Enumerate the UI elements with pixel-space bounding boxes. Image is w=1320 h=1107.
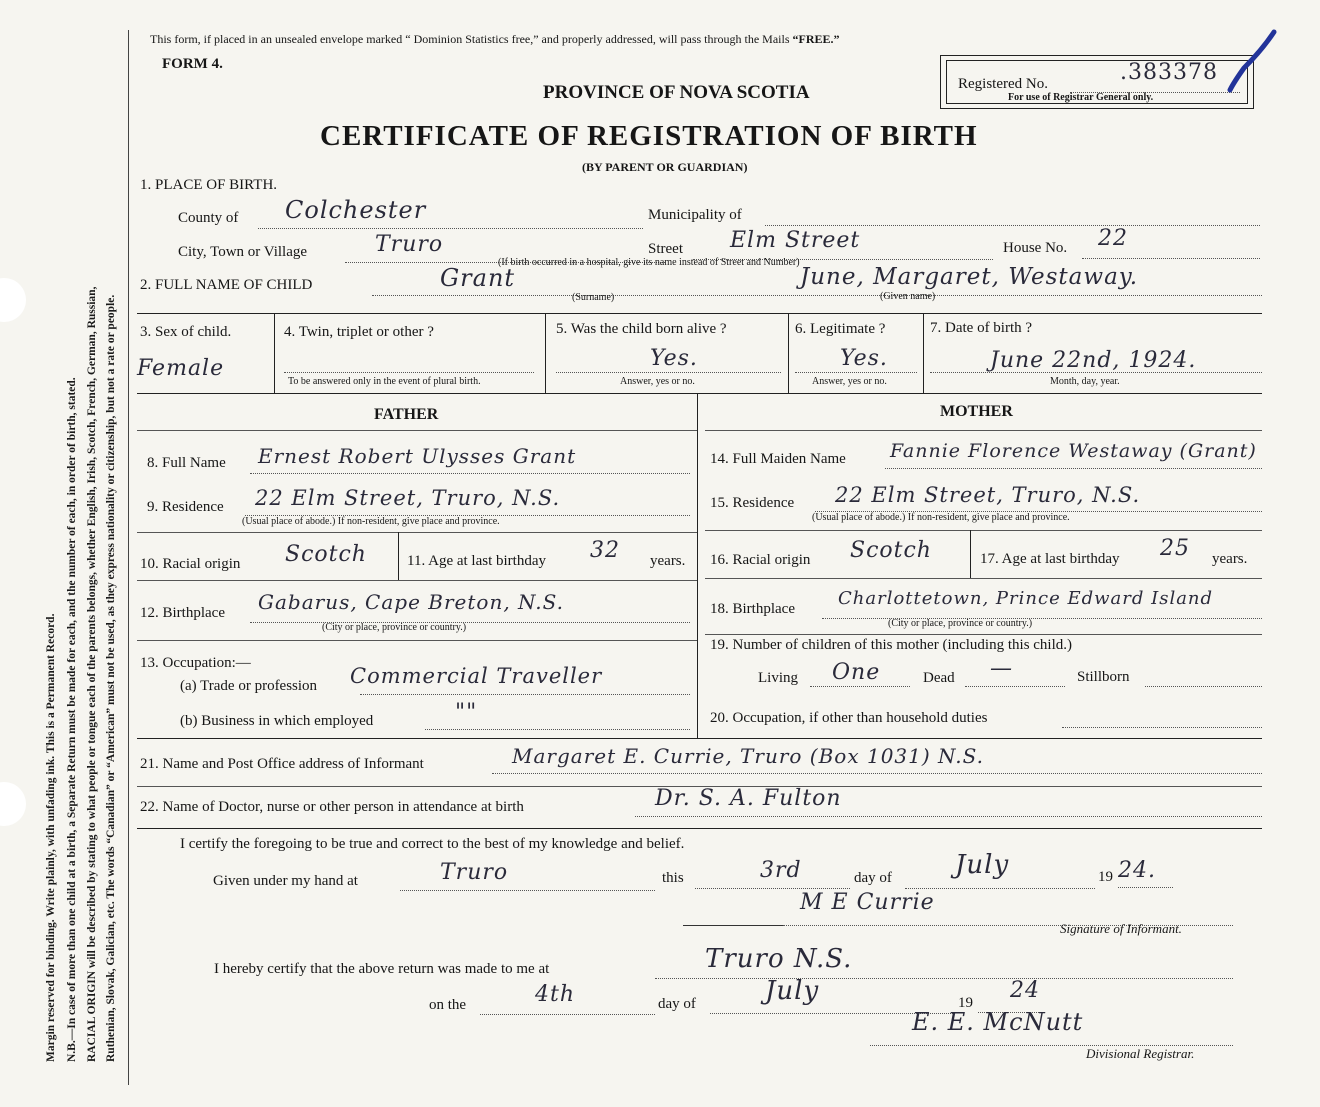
father-birthplace-line xyxy=(250,622,690,623)
mother-years: years. xyxy=(1212,551,1248,567)
father-name-line xyxy=(250,473,690,474)
given-label: Given under my hand at xyxy=(213,873,358,889)
municipality-line xyxy=(765,225,1260,226)
registrar-signature-caption: Divisional Registrar. xyxy=(1086,1046,1195,1061)
father-birthplace-note: (City or place, province or country.) xyxy=(322,622,467,633)
father-name-value: Ernest Robert Ulysses Grant xyxy=(258,444,577,468)
sex-label: 3. Sex of child. xyxy=(140,324,232,340)
informant-value: Margaret E. Currie, Truro (Box 1031) N.S. xyxy=(512,744,984,768)
father-rule xyxy=(137,430,697,431)
doctor-value: Dr. S. A. Fulton xyxy=(655,786,842,811)
trade-line xyxy=(360,694,690,695)
registrar-year-prefix: 19 xyxy=(958,995,973,1011)
punch-hole-bottom xyxy=(0,782,26,826)
father-name-label: 8. Full Name xyxy=(147,455,226,471)
county-label: County of xyxy=(178,210,239,226)
trade-label: (a) Trade or profession xyxy=(180,678,318,694)
city-value: Truro xyxy=(375,232,444,257)
month-line xyxy=(905,888,1095,889)
given-day: 3rd xyxy=(760,858,802,883)
doctor-label: 22. Name of Doctor, nurse or other person in attendance at birth xyxy=(140,799,524,815)
father-age-divider xyxy=(398,532,399,580)
mother-occupation-label: 20. Occupation, if other than household duties xyxy=(710,710,988,726)
year-line xyxy=(1118,887,1173,888)
house-label: House No. xyxy=(1003,240,1068,256)
mother-name-label: 14. Full Maiden Name xyxy=(710,451,846,467)
living-line xyxy=(810,686,910,687)
mother-residence-note: (Usual place of abode.) If non-resident, give place and province. xyxy=(812,512,1070,523)
child-given-name: June, Margaret, Westaway. xyxy=(800,264,1139,290)
father-birthplace-label: 12. Birthplace xyxy=(140,605,225,621)
registrar-place: Truro N.S. xyxy=(705,944,853,974)
registrar-day-of-label: day of xyxy=(658,996,696,1012)
surname-caption: (Surname) xyxy=(572,292,615,303)
signature-short-rule xyxy=(683,925,783,926)
margin-note-4: Ruthenian, Slovak, Galician, etc. The words “Canadian” or “American” must not be used, as they express nationality or citizenship, but not a rate or people. xyxy=(105,294,117,1062)
registrar-note: For use of Registrar General only. xyxy=(1008,92,1154,103)
given-year: 24. xyxy=(1118,858,1156,883)
doctor-rule xyxy=(137,828,1262,829)
mother-age-label: 17. Age at last birthday xyxy=(980,551,1120,567)
alive-note: Answer, yes or no. xyxy=(620,376,695,387)
mother-birthplace-note: (City or place, province or country.) xyxy=(888,618,1033,629)
father-racial-value: Scotch xyxy=(285,542,367,567)
mother-residence-value: 22 Elm Street, Truro, N.S. xyxy=(835,483,1141,507)
divider-3 xyxy=(788,313,789,393)
father-racial-label: 10. Racial origin xyxy=(140,556,241,572)
stillborn-line xyxy=(1145,686,1262,687)
mother-name-value: Fannie Florence Westaway (Grant) xyxy=(890,440,1257,462)
row-bottom-rule xyxy=(137,393,1262,394)
dob-value: June 22nd, 1924. xyxy=(990,348,1197,373)
alive-value: Yes. xyxy=(650,346,698,371)
house-value: 22 xyxy=(1098,226,1128,251)
margin-note-3: RACIAL ORIGIN will be described by stating to what people or tongue each of the parents belongs, whether English, Irish, Scotch, French, German, Russian, xyxy=(86,286,98,1062)
registrar-signature: E. E. McNutt xyxy=(912,1008,1084,1036)
margin-note-1: Margin reserved for binding. Write plainly, with unfading ink. This is a Permanent Record. xyxy=(45,613,57,1062)
city-label: City, Town or Village xyxy=(178,244,308,260)
legitimate-value: Yes. xyxy=(840,346,888,371)
business-value: "" xyxy=(455,700,478,725)
father-rule-3 xyxy=(137,580,697,581)
dead-label: Dead xyxy=(923,670,955,686)
mother-children-label: 19. Number of children of this mother (including this child.) xyxy=(710,637,1073,653)
informant-signature-caption: Signature of Informant. xyxy=(1060,921,1182,936)
given-caption: (Given name) xyxy=(880,291,936,302)
registered-value: .383378 xyxy=(1120,60,1218,85)
twin-note: To be answered only in the event of plural birth. xyxy=(288,376,481,387)
informant-top-rule xyxy=(137,738,1262,739)
dob-label: 7. Date of birth ? xyxy=(930,320,1033,336)
hospital-note: (If birth occurred in a hospital, give its name instead of Street and Number) xyxy=(498,257,800,268)
mother-rule-3 xyxy=(705,578,1262,579)
given-month: July xyxy=(955,850,1010,880)
father-birthplace-value: Gabarus, Cape Breton, N.S. xyxy=(258,590,564,614)
registrar-year: 24 xyxy=(1010,978,1040,1003)
parent-divider xyxy=(697,393,698,738)
sex-value: Female xyxy=(137,356,225,381)
place-of-birth-heading: 1. PLACE OF BIRTH. xyxy=(140,177,278,193)
legitimate-line xyxy=(795,372,917,373)
this-label: this xyxy=(662,870,684,886)
registrar-place-line xyxy=(655,978,1233,979)
given-place: Truro xyxy=(440,860,509,885)
living-label: Living xyxy=(758,670,798,686)
registered-label: Registered No. xyxy=(958,76,1048,92)
mother-age-divider xyxy=(970,530,971,578)
given-place-line xyxy=(400,890,655,891)
divider-2 xyxy=(545,313,546,393)
registrar-on-label: on the xyxy=(429,997,467,1013)
county-value: Colchester xyxy=(285,196,427,224)
child-name-line xyxy=(372,295,1262,296)
mother-rule-4 xyxy=(705,634,1262,635)
registrar-day: 4th xyxy=(535,982,576,1007)
stillborn-label: Stillborn xyxy=(1077,669,1130,685)
father-residence-value: 22 Elm Street, Truro, N.S. xyxy=(255,486,561,510)
twin-label: 4. Twin, triplet or other ? xyxy=(284,324,434,340)
day-of-label: day of xyxy=(854,870,892,886)
mother-age-value: 25 xyxy=(1160,536,1190,561)
mother-rule xyxy=(705,430,1262,431)
informant-label: 21. Name and Post Office address of Informant xyxy=(140,756,424,772)
living-value: One xyxy=(832,660,881,685)
municipality-label: Municipality of xyxy=(648,207,742,223)
mother-occupation-line xyxy=(1062,727,1262,728)
father-residence-label: 9. Residence xyxy=(147,499,224,515)
doctor-line xyxy=(635,816,1262,817)
dead-line xyxy=(965,686,1065,687)
day-line xyxy=(695,888,850,889)
alive-line xyxy=(556,372,781,373)
father-occupation-label: 13. Occupation:— xyxy=(140,655,251,671)
business-line xyxy=(425,729,690,730)
informant-signature: M E Currie xyxy=(800,890,935,915)
ink-check-mark xyxy=(1222,28,1282,98)
county-line xyxy=(258,228,643,229)
certify-text: I certify the foregoing to be true and correct to the best of my knowledge and belief. xyxy=(180,836,685,852)
street-value: Elm Street xyxy=(730,228,861,253)
registrar-day-line xyxy=(480,1014,655,1015)
business-label: (b) Business in which employed xyxy=(180,713,374,729)
father-heading: FATHER xyxy=(374,406,439,423)
page-title: CERTIFICATE OF REGISTRATION OF BIRTH xyxy=(320,120,978,152)
mother-birthplace-value: Charlottetown, Prince Edward Island xyxy=(838,588,1214,609)
page-subtitle: (BY PARENT OR GUARDIAN) xyxy=(582,160,748,174)
mother-racial-value: Scotch xyxy=(850,538,932,563)
mother-residence-label: 15. Residence xyxy=(710,495,795,511)
father-rule-2 xyxy=(137,532,697,533)
registrar-certify-text: I hereby certify that the above return was made to me at xyxy=(214,961,550,977)
divider-4 xyxy=(923,313,924,393)
mother-name-line xyxy=(885,468,1262,469)
house-line xyxy=(1082,258,1260,259)
mother-rule-2 xyxy=(705,530,1262,531)
legitimate-label: 6. Legitimate ? xyxy=(795,321,886,337)
alive-label: 5. Was the child born alive ? xyxy=(556,321,727,337)
divider-1 xyxy=(274,313,275,393)
father-residence-note: (Usual place of abode.) If non-resident, give place and province. xyxy=(242,516,500,527)
father-rule-4 xyxy=(137,640,697,641)
registrar-month: July xyxy=(765,976,820,1006)
trade-value: Commercial Traveller xyxy=(350,664,603,688)
form-number: FORM 4. xyxy=(162,56,223,72)
informant-line xyxy=(492,773,1262,774)
mother-racial-label: 16. Racial origin xyxy=(710,552,811,568)
child-name-label: 2. FULL NAME OF CHILD xyxy=(140,277,313,293)
child-surname: Grant xyxy=(440,264,516,292)
street-label: Street xyxy=(648,241,683,257)
legitimate-note: Answer, yes or no. xyxy=(812,376,887,387)
margin-rule xyxy=(128,30,129,1085)
dob-note: Month, day, year. xyxy=(1050,376,1120,387)
father-age-value: 32 xyxy=(590,538,620,563)
given-year-prefix: 19 xyxy=(1098,869,1113,885)
row-top-rule xyxy=(137,313,1262,314)
margin-note-2: N.B.—In case of more than one child at a birth, a Separate Return must be made for each, and the number of each, in order of birth, stated. xyxy=(66,377,78,1062)
twin-line xyxy=(284,372,534,373)
punch-hole-top xyxy=(0,278,26,322)
dead-value: — xyxy=(990,656,1013,681)
postal-note: This form, if placed in an unsealed envelope marked “ Dominion Statistics free,” and properly addressed, will pass through the Mails “FREE.” xyxy=(150,32,840,46)
father-age-label: 11. Age at last birthday xyxy=(407,553,546,569)
province-heading: PROVINCE OF NOVA SCOTIA xyxy=(543,82,810,103)
mother-birthplace-label: 18. Birthplace xyxy=(710,601,795,617)
father-years: years. xyxy=(650,553,686,569)
mother-heading: MOTHER xyxy=(940,403,1013,420)
